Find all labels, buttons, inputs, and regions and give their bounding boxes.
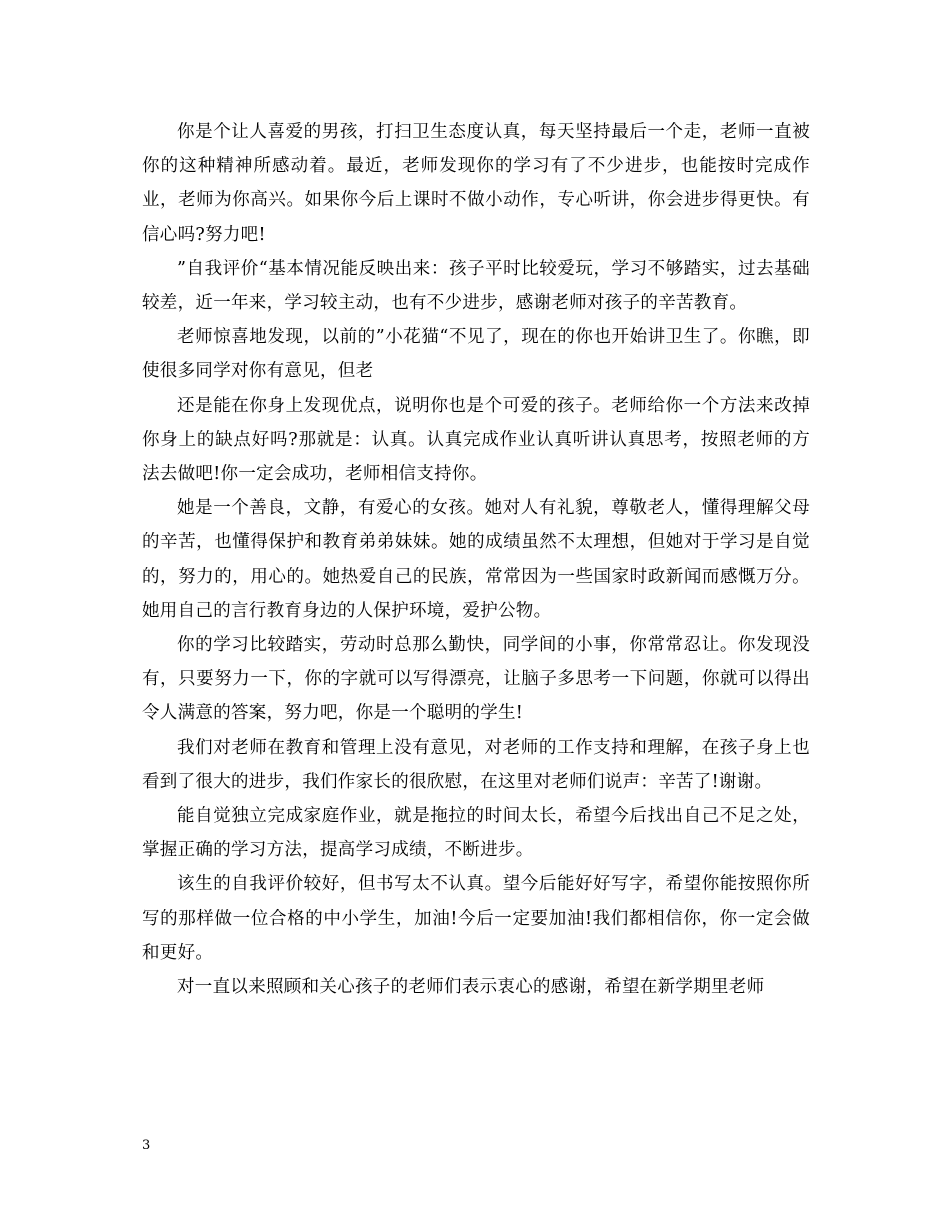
paragraph-8: 能自觉独立完成家庭作业，就是拖拉的时间太长，希望今后找出自己不足之处，掌握正确的学习方法，提高学习成绩，不断进步。: [142, 806, 810, 861]
document-body: [142, 115, 810, 1004]
paragraph-6: 你的学习比较踏实，劳动时总那么勤快，同学间的小事，你常常忍让。你发现没有，只要努力一下，你的字就可以写得漂亮，让脑子多思考一下问题，你就可以得出令人满意的答案，努力吧，你是一个聪明的学生!: [142, 635, 810, 724]
paragraph-5: 她是一个善良，文静，有爱心的女孩。她对人有礼貌，尊敬老人，懂得理解父母的辛苦，也懂得保护和教育弟弟妹妹。她的成绩虽然不太理想，但她对于学习是自觉的，努力的，用心的。她热爱自己的民族，常常因为一些国家时政新闻而感慨万分。她用自己的言行教育身边的人保护环境，爱护公物。: [142, 498, 810, 621]
paragraph-4: 还是能在你身上发现优点，说明你也是个可爱的孩子。老师给你一个方法来改掉你身上的缺点好吗?那就是：认真。认真完成作业认真听讲认真思考，按照老师的方法去做吧!你一定会成功，老师相信支持你。: [142, 395, 810, 485]
paragraph-7: 我们对老师在教育和管理上没有意见，对老师的工作支持和理解，在孩子身上也看到了很大的进步，我们作家长的很欣慰，在这里对老师们说声：辛苦了!谢谢。: [142, 737, 810, 792]
paragraph-9: 该生的自我评价较好，但书写太不认真。望今后能好好写字，希望你能按照你所写的那样做一位合格的中小学生，加油!今后一定要加油!我们都相信你，你一定会做和更好。: [142, 874, 810, 963]
paragraph-2: ”自我评价“基本情况能反映出来：孩子平时比较爱玩，学习不够踏实，过去基础较差，近一年来，学习较主动，也有不少进步，感谢老师对孩子的辛苦教育。: [142, 258, 810, 314]
page-number: 3: [142, 1138, 151, 1153]
paragraph-10: 对一直以来照顾和关心孩子的老师们表示衷心的感谢，希望在新学期里老师: [177, 977, 765, 998]
paragraph-3: 老师惊喜地发现，以前的”小花猫“不见了，现在的你也开始讲卫生了。你瞧，即使很多同学对你有意见，但老: [142, 327, 810, 382]
paragraph-1: 你是个让人喜爱的男孩，打扫卫生态度认真，每天坚持最后一个走，老师一直被你的这种精神所感动着。最近，老师发现你的学习有了不少进步，也能按时完成作业，老师为你高兴。如果你今后上课时不做小动作，专心听讲，你会进步得更快。有信心吗?努力吧!: [142, 122, 810, 245]
